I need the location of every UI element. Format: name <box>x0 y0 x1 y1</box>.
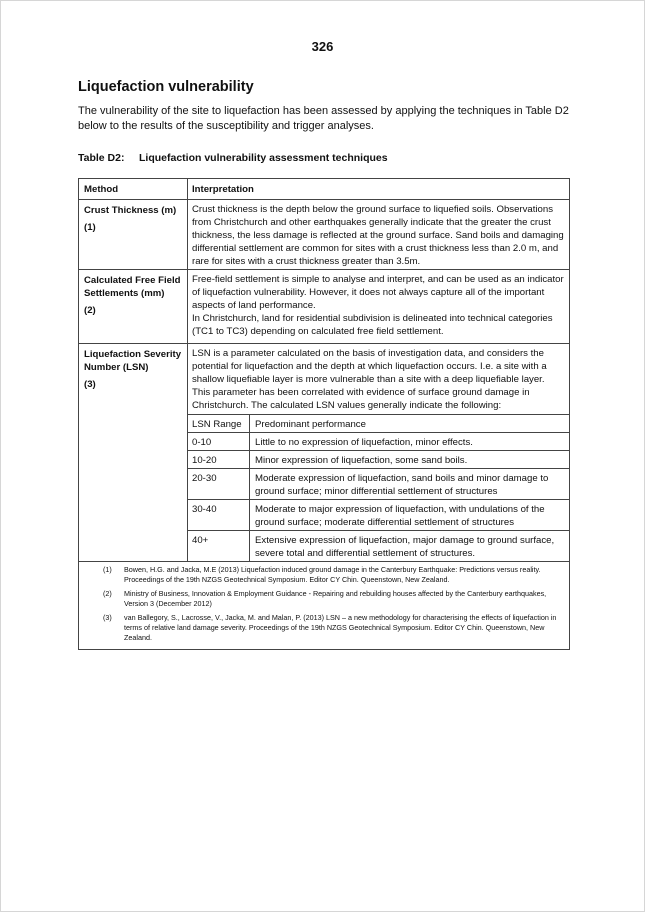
lsn-header-row <box>187 414 570 433</box>
reference-text: Bowen, H.G. and Jacka, M.E (2013) Liquefaction induced ground damage in the Canterbury Earthquake: Predictions versus reality. Proceedings of the 19th NZGS Geotechnical Symposium. Editor CY Chin. Queenstown, New Zealand. <box>124 565 541 584</box>
table-title: Liquefaction vulnerability assessment techniques <box>139 152 388 164</box>
lsn-performance: Moderate expression of liquefaction, sand boils and minor damage to ground surface; minor differential settlement of structures <box>255 473 549 497</box>
intro-paragraph: The vulnerability of the site to liquefaction has been assessed by applying the techniques in Table D2 below to the results of the susceptibility and trigger analyses. <box>78 105 569 132</box>
reference-item <box>97 613 559 643</box>
vulnerability-table <box>78 178 570 650</box>
lsn-performance: Little to no expression of liquefaction, minor effects. <box>255 437 473 448</box>
reference-text: Ministry of Business, Innovation & Employment Guidance - Repairing and rebuilding houses affected by the Canterbury earthquakes, Version 3 (December 2012) <box>124 589 547 608</box>
reference-number: (1) <box>103 565 112 574</box>
method-cell <box>84 348 182 391</box>
method-cell <box>84 274 182 317</box>
interpretation-cell <box>192 273 565 338</box>
lsn-row <box>187 499 570 531</box>
interpretation-text: LSN is a parameter calculated on the basis of investigation data, and considers the potential for liquefaction and the depth at which liquefaction occurs. I.e. a site with a shallow liquefiable layer is more vulnerable than a site with a deep liquefiable layer. This parameter has been correlated with evidence of surface ground damage in Christchurch. The calculated LSN values generally indicate the following: <box>192 348 547 411</box>
reference-number: (2) <box>103 589 112 598</box>
row-divider <box>79 199 569 200</box>
method-ref-num: (3) <box>84 379 96 390</box>
interpretation-header: Interpretation <box>192 184 254 195</box>
lsn-range: 0-10 <box>192 437 212 448</box>
reference-item <box>97 565 559 585</box>
table-caption <box>78 152 388 164</box>
lsn-row <box>187 468 570 500</box>
lsn-row <box>187 450 570 469</box>
method-name: Calculated Free Field Settlements (mm) <box>84 275 181 299</box>
lsn-performance: Moderate to major expression of liquefaction, with undulations of the ground surface; moderate differential settlement of structures <box>255 504 545 528</box>
reference-item <box>97 589 559 609</box>
interpretation-text: Free-field settlement is simple to analyse and interpret, and can be used as an indicator of liquefaction vulnerability. However, it does not always capture all of the important aspects of land performance. <box>192 274 564 311</box>
lsn-range-header: LSN Range <box>192 419 242 430</box>
method-cell <box>84 204 182 234</box>
lsn-range: 20-30 <box>192 473 217 484</box>
method-header: Method <box>84 184 119 195</box>
method-ref-num: (2) <box>84 305 96 316</box>
section-heading: Liquefaction vulnerability <box>78 79 254 95</box>
lsn-row <box>187 530 570 562</box>
lsn-performance: Minor expression of liquefaction, some sand boils. <box>255 455 468 466</box>
interpretation-cell <box>192 347 565 412</box>
row-divider <box>79 343 569 344</box>
interpretation-text-2: In Christchurch, land for residential subdivision is delineated into technical categories (TC1 to TC3) depending on calculated free field settlement. <box>192 313 553 337</box>
lsn-range: 30-40 <box>192 504 217 515</box>
lsn-range: 10-20 <box>192 455 217 466</box>
interpretation-cell <box>192 203 565 268</box>
reference-number: (3) <box>103 613 112 622</box>
page-number: 326 <box>311 39 334 54</box>
lsn-range: 40+ <box>192 535 209 546</box>
lsn-row <box>187 432 570 451</box>
method-ref-num: (1) <box>84 222 96 233</box>
table-label: Table D2: <box>78 152 125 164</box>
lsn-performance-header: Predominant performance <box>255 419 366 430</box>
method-name: Liquefaction Severity Number (LSN) <box>84 349 182 373</box>
lsn-subtable <box>187 414 571 561</box>
lsn-performance: Extensive expression of liquefaction, major damage to ground surface, severe total and differential settlement of structures. <box>255 535 555 559</box>
reference-text: van Ballegory, S., Lacrosse, V., Jacka, M. and Malan, P. (2013) LSN – a new methodology for characterising the effects of liquefaction in terms of relative land damage severity. Proceedings of the 19th NZGS Geotechnical Symposium. Editor CY Chin. Queenstown, New Zealand. <box>124 613 557 642</box>
row-divider <box>79 269 569 270</box>
method-name: Crust Thickness (m) <box>84 205 177 216</box>
references <box>97 565 559 647</box>
interpretation-text: Crust thickness is the depth below the ground surface to liquefied soils. Observations from Christchurch and other earthquakes generally indicate that the greater the crust thickness, the less damage is reflected at the ground surface. Sand boils and damaging differential settlement are common for sites with a crust thickness less than 2.0 m, and rare for sites with a crust thickness greater than 3.5m. <box>192 204 564 267</box>
